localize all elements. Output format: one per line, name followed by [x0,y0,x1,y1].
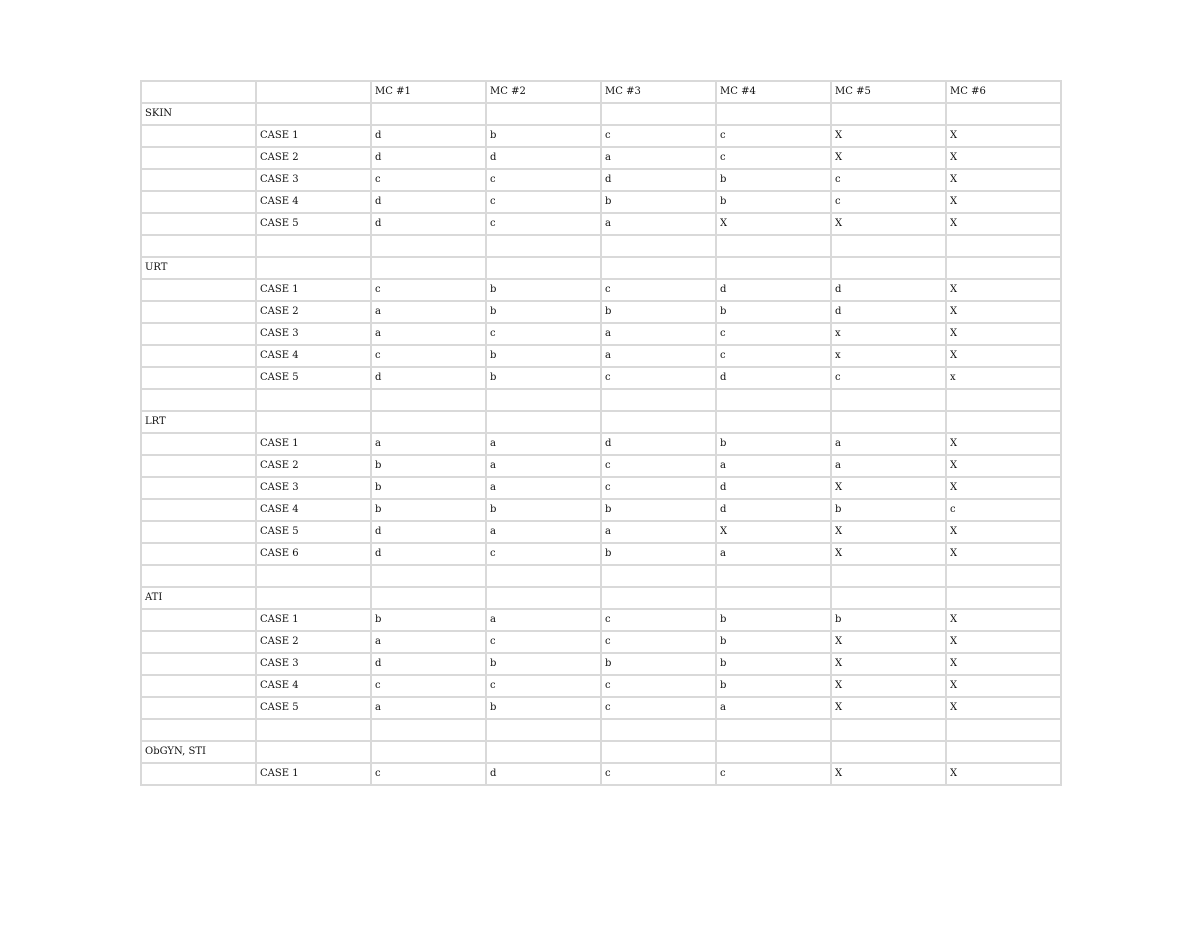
cell-mc-3: a [601,521,716,543]
table-row [141,147,1061,169]
cell-section: LRT [141,411,256,433]
cell-mc-4: b [716,675,831,697]
cell-mc-5: a [831,455,946,477]
cell-mc-1: d [371,521,486,543]
cell-mc-1 [371,235,486,257]
cell-mc-6: X [946,697,1061,719]
cell-section [141,279,256,301]
cell-section [141,609,256,631]
cell-mc-3: d [601,433,716,455]
cell-mc-6 [946,235,1061,257]
cell-section [141,389,256,411]
cell-mc-5: X [831,147,946,169]
cell-case [256,719,371,741]
cell-mc-6: X [946,147,1061,169]
cell-mc-3: c [601,279,716,301]
cell-mc-5: d [831,279,946,301]
cell-mc-3 [601,565,716,587]
cell-case [256,741,371,763]
cell-mc-2: a [486,433,601,455]
cell-mc-6: X [946,323,1061,345]
cell-mc-4 [716,235,831,257]
cell-case: CASE 3 [256,323,371,345]
cell-mc-2: b [486,653,601,675]
cell-mc-1 [371,257,486,279]
cell-section [141,235,256,257]
cell-mc-3: c [601,367,716,389]
cell-mc-5: X [831,213,946,235]
cell-section [141,719,256,741]
table-row [141,169,1061,191]
spacer-row [141,565,1061,587]
cell-mc-1: c [371,763,486,785]
cell-mc-6: X [946,631,1061,653]
cell-mc-3 [601,103,716,125]
table-row [141,653,1061,675]
cell-mc-1: a [371,433,486,455]
cell-mc-3: c [601,609,716,631]
cell-mc-1 [371,389,486,411]
cell-mc-1 [371,741,486,763]
cell-mc-6: X [946,345,1061,367]
cell-case [256,103,371,125]
cell-mc-4 [716,411,831,433]
cell-mc-2 [486,103,601,125]
cell-mc-3: a [601,213,716,235]
cell-mc-5: X [831,653,946,675]
cell-mc-4: c [716,763,831,785]
cell-case [256,565,371,587]
cell-mc-6: X [946,543,1061,565]
cell-section [141,345,256,367]
cell-mc-1: d [371,125,486,147]
header-cell-mc-5: MC #5 [831,81,946,103]
header-cell-mc-6: MC #6 [946,81,1061,103]
cell-mc-5 [831,741,946,763]
cell-mc-1: d [371,653,486,675]
cell-mc-5 [831,719,946,741]
table-row [141,279,1061,301]
table-row [141,675,1061,697]
cell-mc-3 [601,257,716,279]
cell-mc-1 [371,719,486,741]
cell-mc-6: X [946,279,1061,301]
cell-mc-6 [946,565,1061,587]
cell-mc-3: a [601,345,716,367]
cell-mc-2: b [486,345,601,367]
cell-section [141,191,256,213]
cell-mc-4: b [716,609,831,631]
cell-mc-1: c [371,279,486,301]
cell-mc-4: b [716,653,831,675]
section-row [141,587,1061,609]
cell-mc-2: b [486,301,601,323]
cell-mc-6: X [946,763,1061,785]
cell-mc-1: a [371,323,486,345]
cell-section [141,433,256,455]
cell-mc-1: a [371,301,486,323]
cell-mc-3: b [601,301,716,323]
table-row [141,213,1061,235]
answer-table [140,80,1062,786]
cell-mc-3: a [601,147,716,169]
cell-mc-1 [371,103,486,125]
cell-mc-5: X [831,675,946,697]
cell-section [141,543,256,565]
cell-mc-5: X [831,763,946,785]
cell-mc-2: c [486,213,601,235]
cell-mc-3: b [601,653,716,675]
cell-mc-6: X [946,169,1061,191]
table-row [141,763,1061,785]
cell-mc-3: c [601,697,716,719]
cell-mc-5: X [831,125,946,147]
cell-mc-4 [716,587,831,609]
cell-mc-2: b [486,367,601,389]
cell-mc-3: c [601,455,716,477]
cell-mc-1: b [371,455,486,477]
cell-section [141,477,256,499]
header-row [141,81,1061,103]
cell-mc-2: c [486,169,601,191]
answer-table-body [141,81,1061,785]
cell-mc-3: b [601,499,716,521]
cell-mc-5 [831,587,946,609]
cell-mc-5 [831,389,946,411]
cell-mc-4: c [716,125,831,147]
cell-mc-2: c [486,543,601,565]
cell-mc-3: c [601,477,716,499]
spacer-row [141,719,1061,741]
section-row [141,103,1061,125]
header-cell-mc-1: MC #1 [371,81,486,103]
cell-section: ATI [141,587,256,609]
cell-mc-2 [486,565,601,587]
cell-section [141,631,256,653]
cell-mc-5: X [831,477,946,499]
table-row [141,191,1061,213]
table-row [141,367,1061,389]
cell-case [256,411,371,433]
cell-mc-4: a [716,455,831,477]
cell-mc-3 [601,389,716,411]
cell-mc-1: c [371,345,486,367]
cell-mc-1: d [371,543,486,565]
cell-mc-3: a [601,323,716,345]
cell-case: CASE 4 [256,499,371,521]
cell-mc-2: d [486,763,601,785]
cell-case: CASE 4 [256,191,371,213]
header-cell-mc-4: MC #4 [716,81,831,103]
answer-sheet [140,80,1060,786]
cell-mc-4: d [716,477,831,499]
cell-case: CASE 1 [256,125,371,147]
cell-section: ObGYN, STI [141,741,256,763]
cell-mc-3: d [601,169,716,191]
cell-mc-4: a [716,543,831,565]
table-row [141,609,1061,631]
cell-mc-2: a [486,477,601,499]
cell-mc-3 [601,719,716,741]
cell-mc-2: c [486,631,601,653]
cell-section [141,653,256,675]
cell-mc-1 [371,565,486,587]
cell-case: CASE 2 [256,631,371,653]
cell-mc-2: c [486,323,601,345]
cell-mc-3: c [601,763,716,785]
table-row [141,631,1061,653]
cell-mc-2: c [486,191,601,213]
table-row [141,697,1061,719]
cell-section [141,323,256,345]
cell-mc-5: X [831,697,946,719]
cell-section: URT [141,257,256,279]
cell-mc-2: b [486,125,601,147]
cell-mc-4 [716,103,831,125]
cell-mc-4: b [716,301,831,323]
cell-mc-5: c [831,169,946,191]
cell-mc-5 [831,235,946,257]
header-cell-mc-3: MC #3 [601,81,716,103]
cell-mc-4: c [716,345,831,367]
cell-mc-2: b [486,499,601,521]
cell-mc-4: d [716,279,831,301]
cell-mc-1: d [371,147,486,169]
cell-mc-6: X [946,477,1061,499]
spacer-row [141,235,1061,257]
cell-mc-5: x [831,323,946,345]
cell-mc-2: b [486,697,601,719]
table-row [141,323,1061,345]
cell-mc-1: c [371,675,486,697]
cell-case: CASE 5 [256,697,371,719]
cell-mc-6: X [946,191,1061,213]
cell-mc-5: b [831,499,946,521]
cell-mc-6: c [946,499,1061,521]
cell-mc-4 [716,741,831,763]
cell-section [141,147,256,169]
cell-case: CASE 4 [256,675,371,697]
cell-mc-1: b [371,477,486,499]
cell-mc-2 [486,257,601,279]
table-row [141,301,1061,323]
cell-mc-6 [946,103,1061,125]
cell-section [141,499,256,521]
cell-mc-4: d [716,367,831,389]
cell-section [141,169,256,191]
cell-mc-6 [946,719,1061,741]
cell-mc-1 [371,411,486,433]
table-row [141,433,1061,455]
cell-mc-4 [716,565,831,587]
cell-mc-2: a [486,609,601,631]
cell-mc-6 [946,257,1061,279]
cell-case [256,235,371,257]
table-row [141,125,1061,147]
cell-mc-3: b [601,543,716,565]
cell-section [141,697,256,719]
cell-mc-1: c [371,169,486,191]
cell-mc-3 [601,235,716,257]
cell-mc-6: X [946,433,1061,455]
cell-section [141,125,256,147]
cell-mc-4 [716,719,831,741]
cell-section [141,521,256,543]
cell-mc-2 [486,741,601,763]
cell-mc-3 [601,741,716,763]
cell-mc-4: X [716,521,831,543]
cell-mc-5: b [831,609,946,631]
cell-case: CASE 1 [256,763,371,785]
cell-mc-1: b [371,609,486,631]
cell-mc-5 [831,411,946,433]
cell-mc-5: X [831,521,946,543]
cell-mc-4: b [716,631,831,653]
cell-section [141,301,256,323]
cell-section [141,455,256,477]
cell-mc-2 [486,389,601,411]
cell-mc-2 [486,719,601,741]
cell-case: CASE 3 [256,477,371,499]
cell-mc-2: a [486,521,601,543]
cell-mc-4: b [716,433,831,455]
cell-case: CASE 1 [256,433,371,455]
cell-mc-3: c [601,631,716,653]
cell-case: CASE 3 [256,653,371,675]
cell-mc-6: X [946,213,1061,235]
table-row [141,543,1061,565]
cell-mc-6 [946,389,1061,411]
table-row [141,499,1061,521]
section-row [141,411,1061,433]
cell-mc-1: a [371,631,486,653]
cell-mc-2: a [486,455,601,477]
cell-mc-5: a [831,433,946,455]
cell-case: CASE 5 [256,213,371,235]
cell-mc-2: b [486,279,601,301]
cell-case [256,257,371,279]
cell-mc-4 [716,389,831,411]
cell-section [141,675,256,697]
cell-case: CASE 3 [256,169,371,191]
header-cell-case [256,81,371,103]
cell-case: CASE 2 [256,301,371,323]
cell-mc-5: X [831,543,946,565]
cell-mc-4: a [716,697,831,719]
table-row [141,345,1061,367]
cell-mc-1: a [371,697,486,719]
cell-mc-6: X [946,609,1061,631]
cell-mc-6: X [946,653,1061,675]
cell-mc-2 [486,235,601,257]
cell-mc-5: c [831,191,946,213]
cell-section: SKIN [141,103,256,125]
cell-mc-6 [946,741,1061,763]
cell-mc-1: b [371,499,486,521]
cell-mc-5 [831,103,946,125]
cell-mc-3 [601,587,716,609]
table-row [141,477,1061,499]
cell-mc-6: X [946,455,1061,477]
cell-mc-5: c [831,367,946,389]
cell-section [141,763,256,785]
section-row [141,741,1061,763]
cell-mc-3: c [601,125,716,147]
cell-mc-5: X [831,631,946,653]
cell-section [141,213,256,235]
cell-case: CASE 5 [256,367,371,389]
cell-mc-5: x [831,345,946,367]
cell-mc-6: X [946,301,1061,323]
cell-case: CASE 4 [256,345,371,367]
spacer-row [141,389,1061,411]
cell-mc-1: d [371,213,486,235]
cell-mc-3: c [601,675,716,697]
cell-mc-2: d [486,147,601,169]
cell-mc-6: X [946,675,1061,697]
table-row [141,455,1061,477]
cell-mc-4: X [716,213,831,235]
header-cell-section [141,81,256,103]
cell-mc-2 [486,587,601,609]
cell-mc-1 [371,587,486,609]
cell-case [256,587,371,609]
cell-case: CASE 6 [256,543,371,565]
cell-mc-2 [486,411,601,433]
cell-mc-4: d [716,499,831,521]
cell-mc-6: X [946,521,1061,543]
cell-mc-1: d [371,191,486,213]
cell-case [256,389,371,411]
cell-mc-4: b [716,191,831,213]
cell-mc-3 [601,411,716,433]
cell-mc-6: x [946,367,1061,389]
table-row [141,521,1061,543]
cell-case: CASE 2 [256,147,371,169]
cell-section [141,367,256,389]
cell-mc-4 [716,257,831,279]
cell-mc-5 [831,565,946,587]
cell-case: CASE 1 [256,609,371,631]
cell-case: CASE 1 [256,279,371,301]
cell-section [141,565,256,587]
cell-mc-4: b [716,169,831,191]
cell-mc-6 [946,587,1061,609]
cell-case: CASE 2 [256,455,371,477]
cell-mc-1: d [371,367,486,389]
cell-mc-4: c [716,147,831,169]
cell-mc-6 [946,411,1061,433]
header-cell-mc-2: MC #2 [486,81,601,103]
cell-mc-2: c [486,675,601,697]
cell-mc-5: d [831,301,946,323]
cell-mc-4: c [716,323,831,345]
cell-case: CASE 5 [256,521,371,543]
section-row [141,257,1061,279]
cell-mc-6: X [946,125,1061,147]
cell-mc-3: b [601,191,716,213]
cell-mc-5 [831,257,946,279]
